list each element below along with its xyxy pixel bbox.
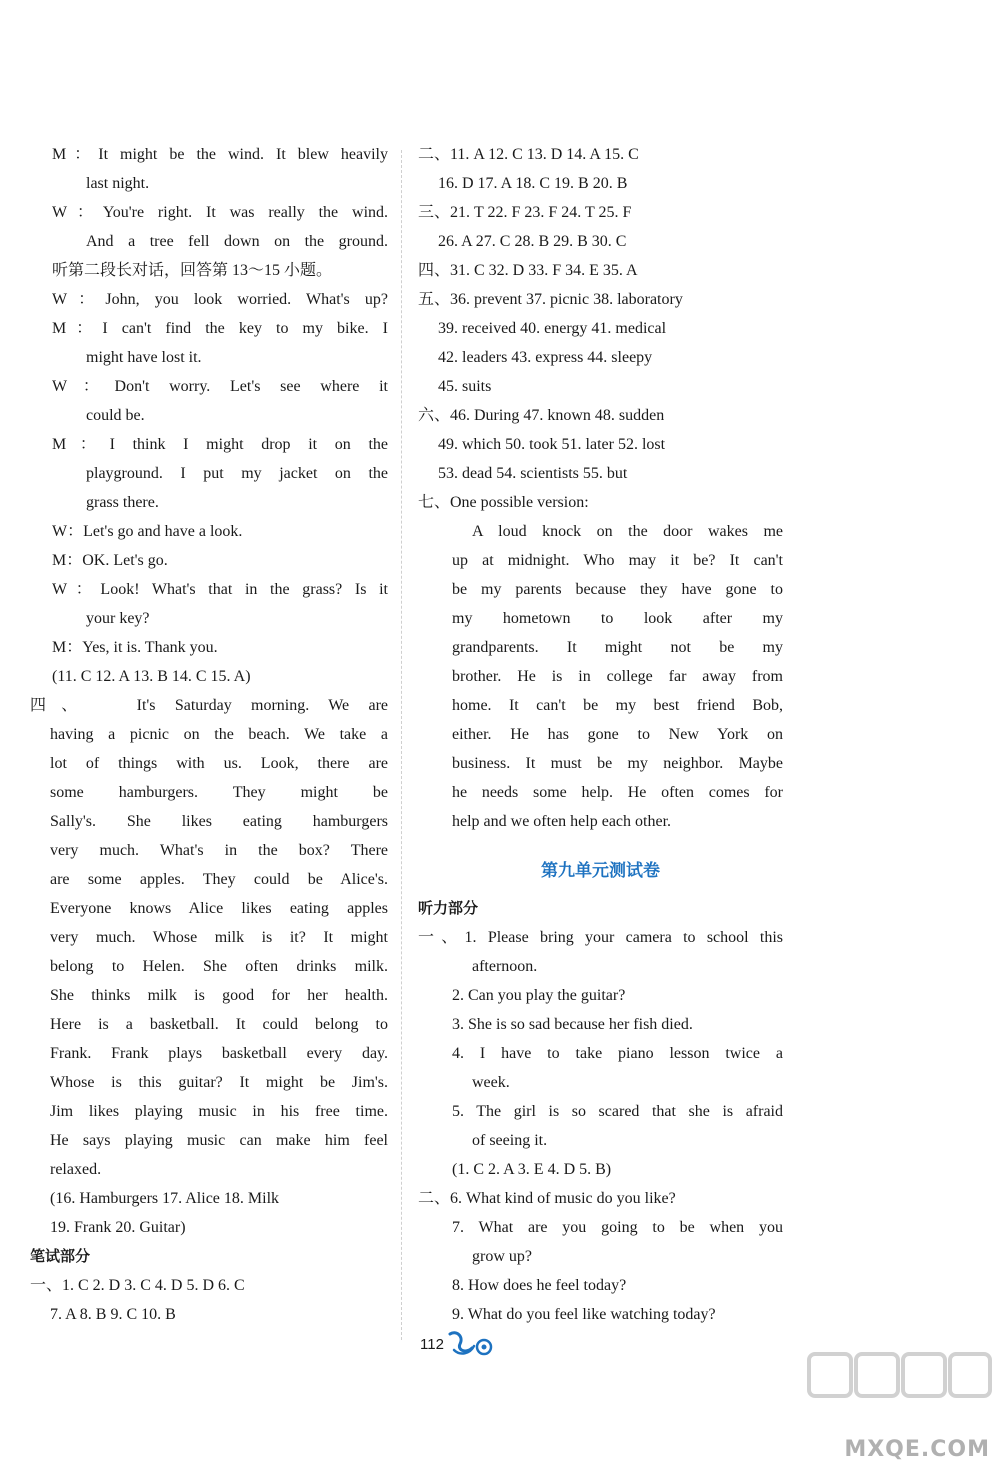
answer-rows: [418, 140, 783, 488]
question-7: 7. What are you going to be when you: [452, 1219, 783, 1236]
section-7-label: 七、One possible version:: [418, 494, 589, 511]
written-heading: 笔试部分: [30, 1247, 91, 1265]
answer-row: 六、46. During 47. known 48. sudden: [418, 407, 665, 424]
essay-line: grandparents. It might not be my: [452, 639, 783, 656]
section-4-passage: [30, 691, 388, 1329]
dialog-2: [52, 285, 388, 662]
passage-line: lot of things with us. Look, there are: [50, 755, 388, 772]
page-number: 112: [420, 1336, 444, 1353]
dialog-line: M：OK. Let's go.: [52, 552, 168, 569]
answer-row: 53. dead 54. scientists 55. but: [438, 465, 628, 482]
passage-line: Whose is this guitar? It might be Jim's.: [50, 1074, 388, 1091]
question-7-cont: grow up?: [472, 1248, 532, 1265]
question-2: 2. Can you play the guitar?: [452, 987, 626, 1004]
section-4-label: 四、: [30, 697, 93, 714]
essay-line: A loud knock on the door wakes me: [472, 523, 783, 540]
question-5-cont: of seeing it.: [472, 1132, 548, 1149]
question-9: 9. What do you feel like watching today?: [452, 1306, 716, 1323]
right-column: [418, 140, 783, 1329]
answers-16-20: (16. Hamburgers 17. Alice 18. Milk: [50, 1190, 280, 1207]
dialog-line: W：Let's go and have a look.: [52, 523, 243, 540]
dialog-line: grass there.: [86, 494, 159, 511]
passage-line: very much. Whose milk is it? It might: [50, 929, 388, 946]
passage-line: Here is a basketball. It could belong to: [50, 1016, 388, 1033]
answer-row: 39. received 40. energy 41. medical: [438, 320, 667, 337]
essay-line: be my parents because they have gone to: [452, 581, 783, 598]
question-1: 一、1. Please bring your camera to school this: [418, 929, 783, 946]
passage-line: Jim likes playing music in his free time.: [50, 1103, 388, 1120]
listen2-heading: 听第二段长对话，回答第 13～15 小题。: [52, 262, 333, 279]
passage-line: He says playing music can make him feel: [50, 1132, 388, 1149]
dialog-1: [52, 140, 388, 256]
essay-line: home. It can't be my best friend Bob,: [452, 697, 783, 714]
dialog-line: last night.: [86, 175, 150, 192]
dialog-line: playground. I put my jacket on the: [86, 465, 388, 482]
dialog-line: M：I think I might drop it on the: [52, 436, 388, 453]
passage-line: Frank. Frank plays basketball every day.: [50, 1045, 388, 1062]
answers-1-5: (1. C 2. A 3. E 4. D 5. B): [452, 1161, 612, 1178]
answer-row: 26. A 27. C 28. B 29. B 30. C: [438, 233, 627, 250]
passage-line: having a picnic on the beach. We take a: [50, 726, 388, 743]
dialog-line: W：You're right. It was really the wind.: [52, 204, 389, 221]
answer-row: 42. leaders 43. express 44. sleepy: [438, 349, 653, 366]
passage-line: belong to Helen. She often drinks milk.: [50, 958, 388, 975]
question-5: 5. The girl is so scared that she is afraid: [452, 1103, 783, 1120]
answer-row: 二、11. A 12. C 13. D 14. A 15. C: [418, 146, 639, 163]
question-3: 3. She is so sad because her fish died.: [452, 1016, 693, 1033]
essay-line: up at midnight. Who may it be? It can't: [452, 552, 783, 569]
passage-line: 四、 It's Saturday morning. We are: [30, 697, 388, 714]
dialog-line: could be.: [86, 407, 145, 424]
left-column: [30, 140, 389, 1329]
written-answers-1: 一、1. C 2. D 3. C 4. D 5. D 6. C: [30, 1277, 245, 1294]
unit9-title: 第九单元测试卷: [541, 861, 660, 881]
answer-row: 49. which 50. took 51. later 52. lost: [438, 436, 666, 453]
answers-16-20-cont: 19. Frank 20. Guitar): [50, 1219, 186, 1236]
essay-line: business. It must be my neighbor. Maybe: [452, 755, 783, 772]
dialog-line: M：It might be the wind. It blew heavily: [52, 146, 388, 163]
question-1-cont: afternoon.: [472, 958, 538, 975]
dialog-line: W：John, you look worried. What's up?: [52, 291, 388, 308]
question-4-cont: week.: [472, 1074, 510, 1091]
dialog-line: might have lost it.: [86, 349, 202, 366]
dialog-line: M：I can't find the key to my bike. I: [52, 320, 388, 337]
passage-line: some hamburgers. They might be: [50, 784, 388, 801]
question-4: 4. I have to take piano lesson twice a: [452, 1045, 783, 1062]
written-answers-2: 7. A 8. B 9. C 10. B: [50, 1306, 176, 1323]
passage-line: Sally's. She likes eating hamburgers: [50, 813, 388, 830]
passage-line: are some apples. They could be Alice's.: [50, 871, 388, 888]
essay: [418, 517, 783, 836]
passage-line: Everyone knows Alice likes eating apples: [50, 900, 388, 917]
question-8: 8. How does he feel today?: [452, 1277, 627, 1294]
dialog-line: your key?: [86, 610, 150, 627]
listening-heading: 听力部分: [418, 899, 479, 917]
watermark-text: MXQE.COM: [844, 1437, 990, 1462]
column-divider: [401, 150, 402, 1340]
passage-line: very much. What's in the box? There: [50, 842, 388, 859]
essay-line: my hometown to look after my: [452, 610, 783, 627]
publisher-logo-icon: [446, 1328, 498, 1363]
dialog-line: W：Don't worry. Let's see where it: [52, 378, 388, 395]
answers-11-15: (11. C 12. A 13. B 14. C 15. A): [52, 668, 251, 685]
passage-line: She thinks milk is good for her health.: [50, 987, 388, 1004]
dialog-line: W：Look! What's that in the grass? Is it: [52, 581, 388, 598]
answer-row: 16. D 17. A 18. C 19. B 20. B: [438, 175, 628, 192]
dialog-line: M：Yes, it is. Thank you.: [52, 639, 218, 656]
dialog-line: And a tree fell down on the ground.: [86, 233, 388, 250]
essay-line: help and we often help each other.: [452, 813, 672, 830]
answer-row: 四、31. C 32. D 33. F 34. E 35. A: [418, 262, 638, 279]
answer-row: 五、36. prevent 37. picnic 38. laboratory: [418, 291, 683, 308]
essay-line: either. He has gone to New York on: [452, 726, 783, 743]
essay-line: he needs some help. He often comes for: [452, 784, 783, 801]
question-6: 二、6. What kind of music do you like?: [418, 1190, 676, 1207]
answer-row: 三、21. T 22. F 23. F 24. T 25. F: [418, 204, 632, 221]
answer-row: 45. suits: [438, 378, 492, 395]
passage-line: relaxed.: [50, 1161, 102, 1178]
essay-line: brother. He is in college far away from: [452, 668, 783, 685]
